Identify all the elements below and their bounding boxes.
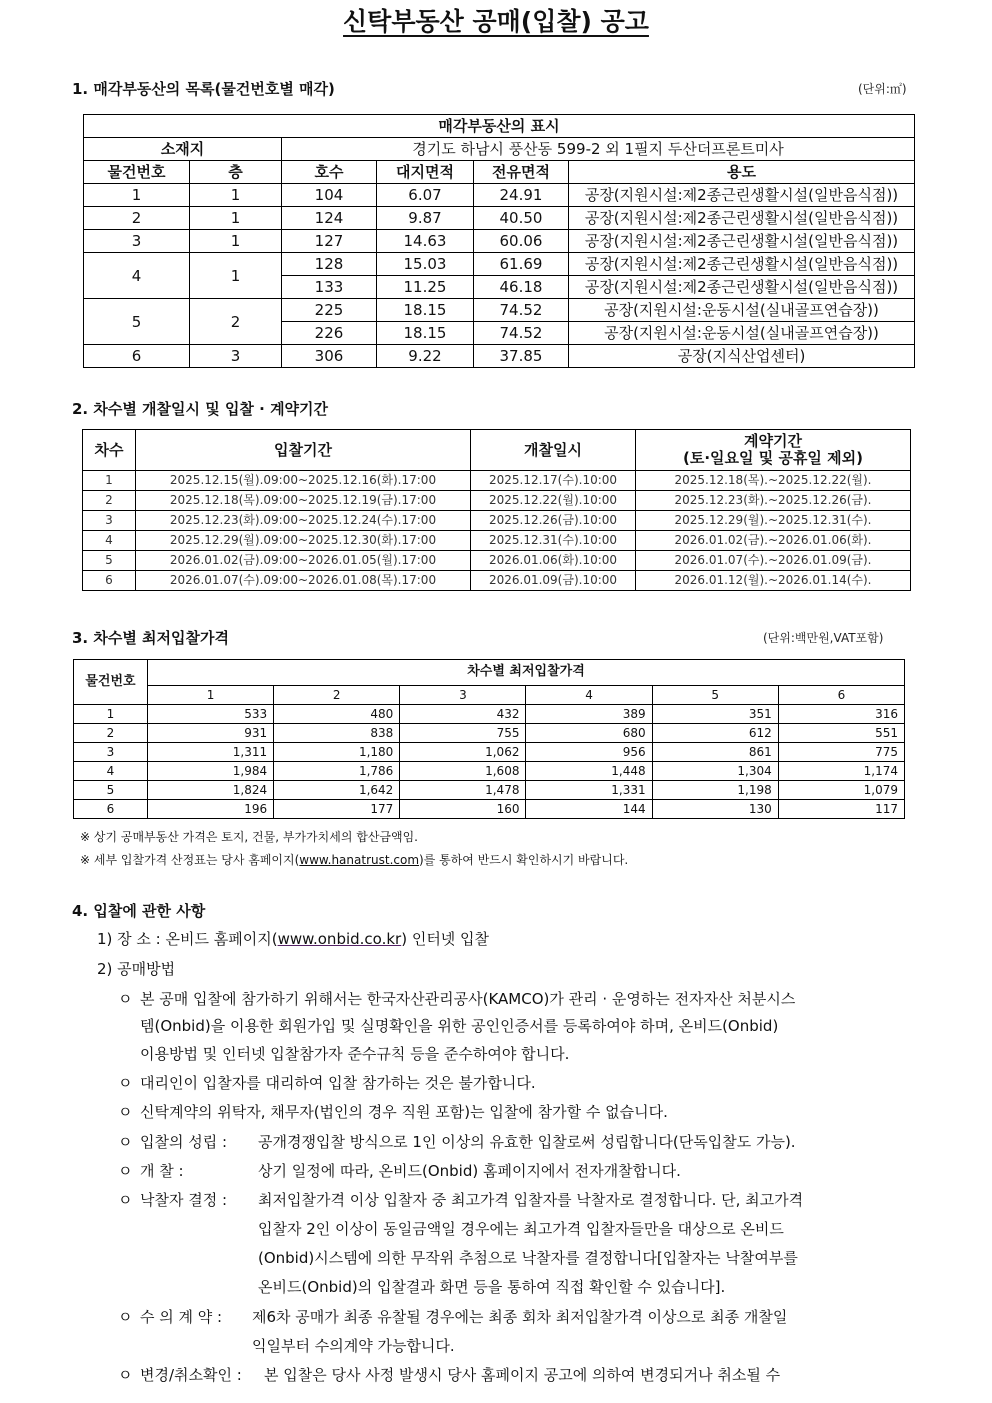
bid-location-text: ) 인터넷 입찰 — [401, 930, 490, 948]
usage: 공장(지원시설:운동시설(실내골프연습장)) — [569, 322, 915, 345]
item-no: 3 — [84, 230, 190, 253]
unit-no: 127 — [282, 230, 377, 253]
table-row — [83, 531, 911, 551]
col-header: 입찰기간 — [136, 430, 471, 471]
bid-period: 2025.12.23(화).09:00~2025.12.24(수).17:00 — [136, 511, 471, 531]
paragraph-label: 입찰의 성립 : — [140, 1133, 228, 1151]
paragraph-label: 변경/취소확인 : — [140, 1366, 242, 1384]
price: 480 — [274, 705, 400, 724]
round-header: 6 — [778, 685, 904, 704]
bid-period: 2025.12.29(월).09:00~2025.12.30(화).17:00 — [136, 531, 471, 551]
price: 1,311 — [148, 743, 274, 762]
note-price-detail — [80, 851, 628, 868]
floor: 1 — [190, 230, 282, 253]
bullet-icon: ㅇ — [118, 990, 133, 1008]
paragraph-text: 본 공매 입찰에 참가하기 위해서는 한국자산관리공사(KAMCO)가 관리 · 운영하는 전자자산 처분시스 — [140, 990, 796, 1008]
table-row — [74, 800, 905, 819]
unit-no: 306 — [282, 345, 377, 368]
price: 1,180 — [274, 743, 400, 762]
paragraph-line: 이용방법 및 인터넷 입찰참가자 준수규칙 등을 준수하여야 합니다. — [140, 1045, 570, 1063]
bid-period: 2025.12.18(목).09:00~2025.12.19(금).17:00 — [136, 491, 471, 511]
note-price-composition: ※ 상기 공매부동산 가격은 토지, 건물, 부가가치세의 합산금액임. — [80, 830, 419, 844]
table-row — [83, 471, 911, 491]
price: 316 — [778, 705, 904, 724]
paragraph-line: 온비드(Onbid)의 입찰결과 화면 등을 통하여 직접 확인할 수 있습니다]. — [258, 1278, 726, 1296]
land-area: 18.15 — [377, 299, 474, 322]
item-no: 2 — [74, 724, 148, 743]
price: 1,642 — [274, 781, 400, 800]
schedule-table — [82, 429, 911, 591]
floor: 2 — [190, 299, 282, 345]
paragraph-label: 수 의 계 약 : — [140, 1308, 223, 1326]
usage: 공장(지원시설:제2종근린생활시설(일반음식점)) — [569, 276, 915, 299]
method-paragraph-3 — [118, 1101, 668, 1122]
floor: 3 — [190, 345, 282, 368]
section3-heading: 3. 차수별 최저입찰가격 — [72, 629, 229, 647]
table-row — [74, 743, 905, 762]
exclusive-area: 37.85 — [474, 345, 569, 368]
item-no: 4 — [84, 253, 190, 299]
round: 5 — [83, 551, 136, 571]
contract-period: 2025.12.18(목).~2025.12.22(월). — [636, 471, 911, 491]
land-area: 18.15 — [377, 322, 474, 345]
table-row — [84, 345, 915, 368]
bid-period: 2026.01.07(수).09:00~2026.01.08(목).17:00 — [136, 571, 471, 591]
section1-heading: 1. 매각부동산의 목록(물건번호별 매각) — [72, 80, 335, 98]
usage: 공장(지원시설:운동시설(실내골프연습장)) — [569, 299, 915, 322]
paragraph-line: 템(Onbid)을 이용한 회원가입 및 실명확인을 위한 공인인증서를 등록하여야 하며, 온비드(Onbid) — [140, 1017, 779, 1035]
contract-header-main: 계약기간 — [744, 432, 802, 450]
unit-no: 128 — [282, 253, 377, 276]
table-row — [83, 571, 911, 591]
paragraph-text: 제6차 공매가 최종 유찰될 경우에는 최종 회차 최저입찰가격 이상으로 최종 개찰일 — [252, 1308, 788, 1326]
price: 196 — [148, 800, 274, 819]
hanatrust-link[interactable]: www.hanatrust.com — [299, 853, 420, 867]
exclusive-area: 24.91 — [474, 184, 569, 207]
unit-no: 124 — [282, 207, 377, 230]
price: 1,062 — [400, 743, 526, 762]
round-header: 3 — [400, 685, 526, 704]
table-row — [84, 230, 915, 253]
table-row — [74, 781, 905, 800]
round: 1 — [83, 471, 136, 491]
land-area: 11.25 — [377, 276, 474, 299]
exclusive-area: 60.06 — [474, 230, 569, 253]
table-title: 매각부동산의 표시 — [84, 115, 915, 138]
location-label: 소재지 — [84, 138, 282, 161]
land-area: 14.63 — [377, 230, 474, 253]
round-header: 5 — [652, 685, 778, 704]
price: 160 — [400, 800, 526, 819]
bid-location-label: 1) 장 소 : 온비드 홈페이지( — [97, 930, 278, 948]
col-header: 층 — [190, 161, 282, 184]
method-paragraph-8 — [118, 1364, 780, 1385]
bullet-icon: ㅇ — [118, 1162, 133, 1180]
location-value: 경기도 하남시 풍산동 599-2 외 1필지 두산더프론트미사 — [282, 138, 915, 161]
note-text: ※ 세부 입찰가격 산정표는 당사 홈페이지( — [80, 853, 300, 867]
floor: 1 — [190, 253, 282, 299]
table-row — [84, 184, 915, 207]
price: 1,984 — [148, 762, 274, 781]
price: 861 — [652, 743, 778, 762]
land-area: 9.22 — [377, 345, 474, 368]
page-title — [0, 2, 992, 38]
price: 931 — [148, 724, 274, 743]
property-list-table — [83, 114, 915, 368]
paragraph-text: 대리인이 입찰자를 대리하여 입찰 참가하는 것은 불가합니다. — [140, 1074, 536, 1092]
table-row — [83, 551, 911, 571]
item-no: 5 — [84, 299, 190, 345]
price: 1,448 — [526, 762, 652, 781]
price: 1,331 — [526, 781, 652, 800]
contract-period: 2026.01.12(월).~2026.01.14(수). — [636, 571, 911, 591]
paragraph-label: 개 찰 : — [140, 1162, 184, 1180]
exclusive-area: 74.52 — [474, 322, 569, 345]
price: 533 — [148, 705, 274, 724]
price: 612 — [652, 724, 778, 743]
col-group: 차수별 최저입찰가격 — [148, 660, 905, 686]
price: 432 — [400, 705, 526, 724]
min-price-table — [73, 659, 905, 819]
col-header: 물건번호 — [84, 161, 190, 184]
table-row — [84, 207, 915, 230]
round: 6 — [83, 571, 136, 591]
price: 1,304 — [652, 762, 778, 781]
opening-time: 2025.12.31(수).10:00 — [471, 531, 636, 551]
paragraph-line: 입찰자 2인 이상이 동일금액일 경우에는 최고가격 입찰자들만을 대상으로 온비드 — [258, 1220, 784, 1238]
floor: 1 — [190, 207, 282, 230]
item-no: 6 — [84, 345, 190, 368]
table-row — [84, 253, 915, 276]
section3-unit: (단위:백만원,VAT포함) — [763, 631, 884, 645]
contract-header-sub: (토·일요일 및 공휴일 제외) — [683, 449, 863, 467]
floor: 1 — [190, 184, 282, 207]
price: 130 — [652, 800, 778, 819]
table-row — [74, 724, 905, 743]
paragraph-line: (Onbid)시스템에 의한 무작위 추첨으로 낙찰자를 결정합니다[입찰자는 낙찰여부를 — [258, 1249, 798, 1267]
bullet-icon: ㅇ — [118, 1191, 133, 1209]
price: 551 — [778, 724, 904, 743]
exclusive-area: 46.18 — [474, 276, 569, 299]
opening-time: 2026.01.09(금).10:00 — [471, 571, 636, 591]
section4-heading: 4. 입찰에 관한 사항 — [72, 902, 206, 920]
round-header: 1 — [148, 685, 274, 704]
table-row — [84, 299, 915, 322]
bullet-icon: ㅇ — [118, 1133, 133, 1151]
paragraph-text: 공개경쟁입찰 방식으로 1인 이상의 유효한 입찰로써 성립합니다(단독입찰도 가능). — [258, 1133, 796, 1151]
method-paragraph-7 — [118, 1306, 787, 1327]
opening-time: 2025.12.22(월).10:00 — [471, 491, 636, 511]
opening-time: 2025.12.26(금).10:00 — [471, 511, 636, 531]
col-header: 차수 — [83, 430, 136, 471]
usage: 공장(지원시설:제2종근린생활시설(일반음식점)) — [569, 207, 915, 230]
price: 1,786 — [274, 762, 400, 781]
price: 680 — [526, 724, 652, 743]
round-header: 4 — [526, 685, 652, 704]
price: 1,198 — [652, 781, 778, 800]
note-text: )를 통하여 반드시 확인하시기 바랍니다. — [419, 853, 629, 867]
contract-period: 2025.12.23(화).~2025.12.26(금). — [636, 491, 911, 511]
bullet-icon: ㅇ — [118, 1074, 133, 1092]
exclusive-area: 74.52 — [474, 299, 569, 322]
bid-location — [97, 928, 489, 949]
col-item-no: 물건번호 — [74, 660, 148, 705]
round-header: 2 — [274, 685, 400, 704]
item-no: 2 — [84, 207, 190, 230]
price: 177 — [274, 800, 400, 819]
round: 4 — [83, 531, 136, 551]
item-no: 1 — [74, 705, 148, 724]
col-header: 전유면적 — [474, 161, 569, 184]
opening-time: 2025.12.17(수).10:00 — [471, 471, 636, 491]
land-area: 6.07 — [377, 184, 474, 207]
price: 1,824 — [148, 781, 274, 800]
round: 3 — [83, 511, 136, 531]
price: 838 — [274, 724, 400, 743]
col-header: 호수 — [282, 161, 377, 184]
usage: 공장(지원시설:제2종근린생활시설(일반음식점)) — [569, 253, 915, 276]
onbid-link[interactable]: www.onbid.co.kr — [277, 930, 402, 948]
item-no: 1 — [84, 184, 190, 207]
price: 389 — [526, 705, 652, 724]
price: 351 — [652, 705, 778, 724]
bid-period: 2026.01.02(금).09:00~2026.01.05(월).17:00 — [136, 551, 471, 571]
paragraph-label: 낙찰자 결정 : — [140, 1191, 228, 1209]
price: 117 — [778, 800, 904, 819]
opening-time: 2026.01.06(화).10:00 — [471, 551, 636, 571]
method-paragraph-2 — [118, 1072, 536, 1093]
price: 755 — [400, 724, 526, 743]
paragraph-text: 최저입찰가격 이상 입찰자 중 최고가격 입찰자를 낙찰자로 결정합니다. 단, 최고가격 — [258, 1191, 804, 1209]
usage: 공장(지원시설:제2종근린생활시설(일반음식점)) — [569, 184, 915, 207]
paragraph-line: 익일부터 수의계약 가능합니다. — [252, 1337, 455, 1355]
method-paragraph-5 — [118, 1160, 681, 1181]
land-area: 9.87 — [377, 207, 474, 230]
bullet-icon: ㅇ — [118, 1366, 133, 1384]
table-row — [83, 491, 911, 511]
usage: 공장(지원시설:제2종근린생활시설(일반음식점)) — [569, 230, 915, 253]
exclusive-area: 40.50 — [474, 207, 569, 230]
exclusive-area: 61.69 — [474, 253, 569, 276]
item-no: 4 — [74, 762, 148, 781]
paragraph-text: 신탁계약의 위탁자, 채무자(법인의 경우 직원 포함)는 입찰에 참가할 수 없습니다. — [140, 1103, 668, 1121]
price: 144 — [526, 800, 652, 819]
table-row — [74, 762, 905, 781]
paragraph-text: 본 입찰은 당사 사정 발생시 당사 홈페이지 공고에 의하여 변경되거나 취소될 수 — [264, 1366, 781, 1384]
col-header — [636, 430, 911, 471]
col-header: 용도 — [569, 161, 915, 184]
table-row — [83, 511, 911, 531]
unit-no: 226 — [282, 322, 377, 345]
price: 1,079 — [778, 781, 904, 800]
page-title-text: 신탁부동산 공매(입찰) 공고 — [343, 7, 649, 36]
contract-period: 2025.12.29(월).~2025.12.31(수). — [636, 511, 911, 531]
unit-no: 133 — [282, 276, 377, 299]
contract-period: 2026.01.07(수).~2026.01.09(금). — [636, 551, 911, 571]
bid-period: 2025.12.15(월).09:00~2025.12.16(화).17:00 — [136, 471, 471, 491]
price: 956 — [526, 743, 652, 762]
price: 1,174 — [778, 762, 904, 781]
usage: 공장(지식산업센터) — [569, 345, 915, 368]
col-header: 개찰일시 — [471, 430, 636, 471]
bullet-icon: ㅇ — [118, 1103, 133, 1121]
method-paragraph-6 — [118, 1189, 803, 1210]
item-no: 3 — [74, 743, 148, 762]
price: 775 — [778, 743, 904, 762]
section1-unit: (단위:㎡) — [858, 82, 907, 96]
section2-heading: 2. 차수별 개찰일시 및 입찰 · 계약기간 — [72, 400, 329, 418]
price: 1,608 — [400, 762, 526, 781]
method-paragraph-4 — [118, 1131, 796, 1152]
land-area: 15.03 — [377, 253, 474, 276]
bullet-icon: ㅇ — [118, 1308, 133, 1326]
unit-no: 104 — [282, 184, 377, 207]
contract-period: 2026.01.02(금).~2026.01.06(화). — [636, 531, 911, 551]
item-no: 5 — [74, 781, 148, 800]
col-header: 대지면적 — [377, 161, 474, 184]
item-no: 6 — [74, 800, 148, 819]
unit-no: 225 — [282, 299, 377, 322]
auction-method-heading: 2) 공매방법 — [97, 960, 176, 978]
round: 2 — [83, 491, 136, 511]
table-row — [74, 705, 905, 724]
paragraph-text: 상기 일정에 따라, 온비드(Onbid) 홈페이지에서 전자개찰합니다. — [258, 1162, 681, 1180]
method-paragraph-1 — [118, 988, 795, 1009]
price: 1,478 — [400, 781, 526, 800]
